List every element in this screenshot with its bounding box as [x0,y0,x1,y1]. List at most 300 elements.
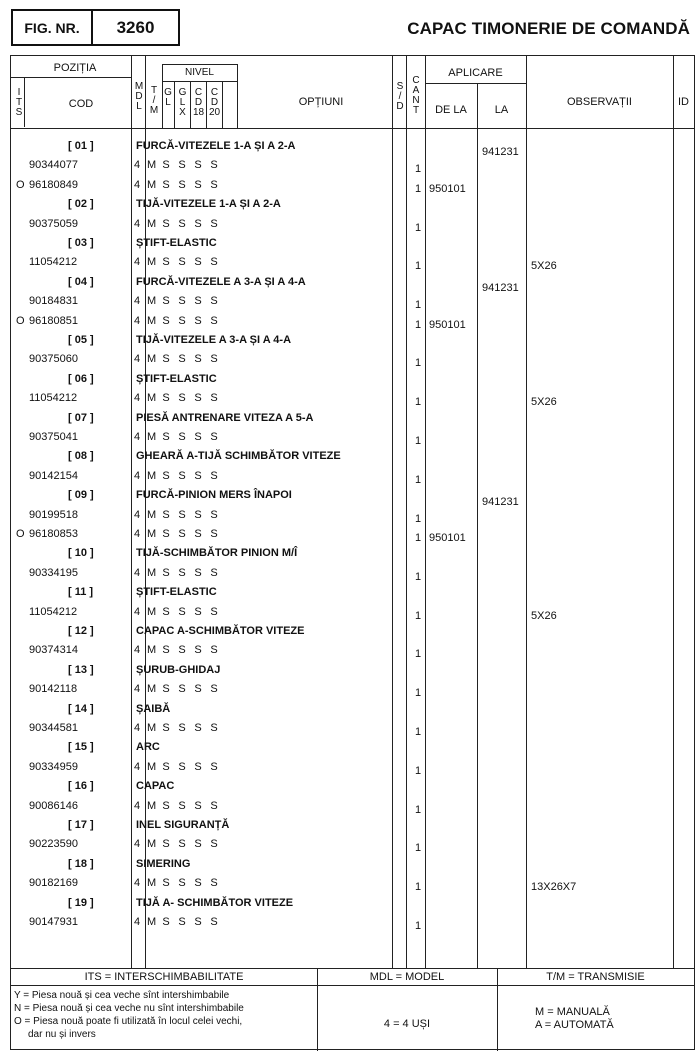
mdl-cell: 4 [134,877,141,890]
nivel-cell: S [194,566,202,579]
observation-cell: 13X26X7 [531,881,577,894]
position-number: [ 13 ] [68,663,94,676]
part-code: 90142154 [29,469,78,482]
footer-tm-legend: M = MANUALĂ A = AUTOMATĂ [535,1006,614,1031]
nivel-cell: S [178,353,186,366]
quantity-cell: 1 [415,881,422,894]
nivel-cell: S [162,605,170,618]
nivel-cell: S [162,431,170,443]
valid-from-cell: 950101 [429,532,466,544]
nivel-cell: S [178,508,186,521]
part-description: CAPAC [136,780,175,793]
nivel-cell: S [178,566,186,579]
part-group-header [11,370,694,389]
header-nivel-cd18: C D 18 [192,87,205,118]
position-number: [ 04 ] [68,275,94,288]
table-row [11,350,694,369]
position-number: [ 15 ] [68,741,94,754]
position-number: [ 02 ] [68,198,94,211]
quantity-cell: 1 [415,396,422,409]
mdl-cell: 4 [134,178,141,191]
tm-cell: M [147,431,157,443]
part-code: 96180851 [29,314,78,327]
table-row [11,467,694,486]
table-row [11,428,694,447]
part-code: 90182169 [29,877,78,890]
position-number: [ 11 ] [68,586,94,599]
part-description: PIESĂ ANTRENARE VITEZA A 5-A [136,411,314,424]
footer-tm-label: T/M = TRANSMISIE [546,971,645,983]
nivel-cell: S [210,916,218,928]
nivel-cell: S [210,605,218,618]
position-number: [ 17 ] [68,819,94,831]
its-cell: O [16,314,25,327]
nivel-cell: S [194,877,202,890]
mdl-cell: 4 [134,392,141,405]
part-group-header [11,816,694,835]
header-nivel-gl: G L [164,87,172,108]
mdl-cell: 4 [134,644,141,657]
part-code: 90375059 [29,217,78,230]
nivel-cell: S [210,644,218,657]
quantity-cell: 1 [415,357,422,370]
part-description: GHEARĂ A-TIJĂ SCHIMBĂTOR VITEZE [136,450,341,463]
nivel-cell: S [194,605,202,618]
nivel-cell: S [210,159,218,172]
nivel-cell: S [194,256,202,269]
part-description: FURCĂ-PINION MERS ÎNAPOI [136,489,292,502]
mdl-cell: 4 [134,159,141,172]
nivel-cell: S [178,178,186,191]
nivel-cell: S [194,392,202,405]
part-code: 90375060 [29,353,78,366]
part-code: 90334959 [29,760,78,773]
nivel-cell: S [210,683,218,696]
nivel-cell: S [162,469,170,482]
part-description: ȘAIBĂ [136,702,171,715]
part-description: TIJĂ-SCHIMBĂTOR PINION M/Î [136,547,298,560]
part-group-header [11,738,694,757]
footer-mdl-label: MDL = MODEL [369,971,445,983]
quantity-cell: 1 [415,648,422,661]
part-code: 90142118 [29,683,78,696]
nivel-cell: S [210,295,218,308]
quantity-cell: 1 [415,920,422,932]
nivel-cell: S [162,838,170,851]
nivel-cell: S [178,916,186,928]
part-description: ȘURUB-GHIDAJ [136,663,221,676]
figure-number: 3260 [116,17,155,37]
nivel-cell: S [194,469,202,482]
part-code: 90374314 [29,644,78,657]
nivel-cell: S [194,760,202,773]
mdl-cell: 4 [134,353,141,366]
part-group-header [11,700,694,719]
nivel-cell: S [178,605,186,618]
mdl-cell: 4 [134,605,141,618]
tm-cell: M [147,722,157,734]
figure-number-box [11,9,180,46]
nivel-cell: S [194,644,202,657]
parts-table [10,55,695,1050]
position-number: [ 19 ] [68,896,94,909]
nivel-cell: S [194,916,202,928]
part-description: TIJĂ-VITEZELE A 3-A ȘI A 4-A [136,334,292,346]
table-row [11,719,694,738]
quantity-cell: 1 [415,318,422,331]
part-group-header [11,583,694,602]
part-code: 90184831 [29,295,78,308]
nivel-cell: S [210,760,218,773]
quantity-cell: 1 [415,803,422,816]
nivel-cell: S [178,528,186,540]
position-number: [ 06 ] [68,372,94,385]
nivel-cell: S [178,722,186,734]
header-optiuni: OPȚIUNI [298,96,344,108]
nivel-cell: S [210,469,218,482]
position-number: [ 14 ] [68,702,94,715]
nivel-cell: S [210,431,218,443]
position-number: [ 12 ] [68,625,94,637]
valid-to-cell: 941231 [482,282,519,295]
observation-cell: 5X26 [531,396,557,409]
part-description: TIJĂ-VITEZELE 1-A ȘI A 2-A [136,198,281,211]
part-description: FURCĂ-VITEZELE A 3-A ȘI A 4-A [136,275,306,288]
header-nivel-cd20: C D 20 [208,87,221,118]
part-code: 90223590 [29,838,78,851]
mdl-cell: 4 [134,508,141,521]
part-group-header [11,855,694,874]
header-cant: C A N T [412,75,420,116]
tm-cell: M [147,760,157,773]
nivel-cell: S [162,295,170,308]
valid-from-cell: 950101 [429,182,466,195]
mdl-cell: 4 [134,295,141,308]
tm-cell: M [147,314,157,327]
part-group-header [11,622,694,641]
part-code: 90334195 [29,566,78,579]
table-row [11,641,694,660]
table-row [11,215,694,234]
quantity-cell: 1 [415,182,422,195]
part-group-header [11,544,694,563]
tm-cell: M [147,566,157,579]
part-description: CAPAC A-SCHIMBĂTOR VITEZE [136,625,305,637]
position-number: [ 16 ] [68,780,94,793]
part-group-header [11,661,694,680]
nivel-cell: S [162,683,170,696]
nivel-cell: S [162,877,170,890]
header-line [162,64,237,65]
header-its: I T S [15,87,23,118]
quantity-cell: 1 [415,221,422,234]
tm-cell: M [147,799,157,812]
footer-its-legend: Y = Piesa nouă și cea veche sînt intershimbabile N = Piesa nouă și cea veche nu sînt intershimbabile O = Piesa nouă poate fi utilizată în locul celei vechi, dar nu și invers [14,990,244,1040]
page-title: CAPAC TIMONERIE DE COMANDĂ [407,19,690,38]
valid-from-cell: 950101 [429,318,466,331]
nivel-cell: S [162,314,170,327]
header-id: ID [678,96,689,108]
tm-cell: M [147,877,157,890]
nivel-cell: S [210,877,218,890]
quantity-cell: 1 [415,532,422,544]
nivel-cell: S [194,217,202,230]
table-row [11,874,694,893]
part-description: INEL SIGURANȚĂ [136,819,230,831]
part-group-header [11,273,694,295]
nivel-cell: S [210,353,218,366]
table-row [11,253,694,272]
nivel-cell: S [210,838,218,851]
nivel-cell: S [162,528,170,540]
quantity-cell: 1 [415,260,422,273]
quantity-cell: 1 [415,726,422,738]
part-code: 96180849 [29,178,78,191]
quantity-cell: 1 [415,609,422,622]
tm-cell: M [147,217,157,230]
quantity-cell: 1 [415,570,422,583]
mdl-cell: 4 [134,799,141,812]
nivel-cell: S [210,528,218,540]
header-aplicare: APLICARE [448,67,503,79]
nivel-cell: S [194,799,202,812]
nivel-cell: S [178,159,186,172]
part-description: ȘTIFT-ELASTIC [136,237,217,249]
header-sd: S / D [396,81,404,112]
header-observatii: OBSERVAȚII [566,96,632,108]
table-row [11,312,694,331]
nivel-cell: S [162,760,170,773]
nivel-cell: S [162,217,170,230]
position-number: [ 03 ] [68,237,94,249]
nivel-cell: S [178,469,186,482]
nivel-cell: S [178,799,186,812]
nivel-cell: S [162,392,170,405]
tm-cell: M [147,838,157,851]
observation-cell: 5X26 [531,609,557,622]
tm-cell: M [147,295,157,308]
tm-cell: M [147,469,157,482]
part-group-header [11,447,694,466]
tm-cell: M [147,353,157,366]
nivel-cell: S [178,683,186,696]
quantity-cell: 1 [415,473,422,486]
table-row [11,564,694,583]
mdl-cell: 4 [134,916,141,928]
header-tm: T / M [149,85,159,116]
mdl-cell: 4 [134,760,141,773]
part-code: 90375041 [29,431,78,443]
col-line [222,81,223,128]
mdl-cell: 4 [134,838,141,851]
tm-cell: M [147,916,157,928]
mdl-cell: 4 [134,256,141,269]
part-group-header [11,137,694,159]
footer-mdl-value: 4 = 4 UȘI [383,1018,431,1030]
quantity-cell: 1 [415,163,422,176]
mdl-cell: 4 [134,469,141,482]
mdl-cell: 4 [134,683,141,696]
its-cell: O [16,528,25,540]
part-code: 11054212 [29,392,78,405]
nivel-cell: S [194,353,202,366]
nivel-cell: S [162,256,170,269]
position-number: [ 07 ] [68,411,94,424]
nivel-cell: S [210,799,218,812]
position-number: [ 10 ] [68,547,94,560]
nivel-cell: S [210,508,218,521]
part-description: SIMERING [136,857,191,870]
table-row [11,797,694,816]
part-group-header [11,234,694,253]
header-cod: COD [68,98,94,110]
nivel-cell: S [162,644,170,657]
nivel-cell: S [178,644,186,657]
part-group-header [11,331,694,350]
part-code: 90147931 [29,916,78,928]
quantity-cell: 1 [415,842,422,855]
footer-top-line [11,968,694,969]
nivel-cell: S [210,217,218,230]
part-group-header [11,894,694,913]
part-group-header [11,777,694,796]
part-description: ȘTIFT-ELASTIC [136,372,217,385]
header-line [11,77,131,78]
part-code: 90086146 [29,799,78,812]
header-nivel-glx: G L X [178,87,187,118]
header-nivel: NIVEL [185,67,214,78]
valid-to-cell: 941231 [482,495,519,508]
part-group-header [11,195,694,214]
nivel-cell: S [210,314,218,327]
nivel-cell: S [194,508,202,521]
nivel-cell: S [194,431,202,443]
nivel-cell: S [194,178,202,191]
part-code: 90199518 [29,508,78,521]
mdl-cell: 4 [134,217,141,230]
nivel-cell: S [178,760,186,773]
table-row [11,525,694,544]
table-row [11,603,694,622]
header-line [425,83,526,84]
nivel-cell: S [178,314,186,327]
nivel-cell: S [194,722,202,734]
nivel-cell: S [194,295,202,308]
table-row [11,176,694,195]
tm-cell: M [147,256,157,269]
nivel-cell: S [194,838,202,851]
header-mdl: M D L [134,81,144,112]
nivel-cell: S [210,566,218,579]
col-line [237,64,238,128]
position-number: [ 18 ] [68,857,94,870]
table-row [11,913,694,932]
table-row [11,758,694,777]
part-code: 90344077 [29,159,78,172]
tm-cell: M [147,644,157,657]
header-line [162,81,237,82]
nivel-cell: S [178,877,186,890]
position-number: [ 01 ] [68,140,94,152]
table-row [11,389,694,408]
nivel-cell: S [210,722,218,734]
quantity-cell: 1 [415,687,422,700]
tm-cell: M [147,392,157,405]
its-cell: O [16,178,25,191]
quantity-cell: 1 [415,764,422,777]
nivel-cell: S [162,159,170,172]
nivel-cell: S [162,722,170,734]
part-code: 96180853 [29,528,78,540]
nivel-cell: S [162,799,170,812]
nivel-cell: S [162,353,170,366]
tm-cell: M [147,605,157,618]
position-number: [ 05 ] [68,334,94,346]
nivel-cell: S [210,256,218,269]
quantity-cell: 1 [415,299,422,312]
part-description: ARC [136,741,160,754]
footer-its-label: ITS = INTERSCHIMBABILITATE [84,971,244,983]
nivel-cell: S [178,838,186,851]
mdl-cell: 4 [134,528,141,540]
tm-cell: M [147,683,157,696]
header-la: LA [494,104,509,116]
figure-label: FIG. NR. [13,11,93,44]
tm-cell: M [147,159,157,172]
part-code: 90344581 [29,722,78,734]
mdl-cell: 4 [134,431,141,443]
tm-cell: M [147,508,157,521]
nivel-cell: S [194,528,202,540]
nivel-cell: S [162,916,170,928]
nivel-cell: S [210,178,218,191]
position-number: [ 08 ] [68,450,94,463]
quantity-cell: 1 [415,512,422,525]
nivel-cell: S [194,159,202,172]
table-row [11,282,694,312]
part-description: ȘTIFT-ELASTIC [136,586,217,599]
nivel-cell: S [178,392,186,405]
position-number: [ 09 ] [68,489,94,502]
nivel-cell: S [194,314,202,327]
tm-cell: M [147,178,157,191]
header-pozitia: POZIȚIA [53,62,97,74]
mdl-cell: 4 [134,314,141,327]
nivel-cell: S [178,295,186,308]
nivel-cell: S [178,431,186,443]
nivel-cell: S [162,178,170,191]
tm-cell: M [147,528,157,540]
part-description: FURCĂ-VITEZELE 1-A ȘI A 2-A [136,140,296,152]
valid-to-cell: 941231 [482,146,519,159]
table-row [11,835,694,854]
nivel-cell: S [162,508,170,521]
table-row [11,680,694,699]
observation-cell: 5X26 [531,260,557,273]
quantity-cell: 1 [415,435,422,447]
nivel-cell: S [162,566,170,579]
footer-line [11,985,694,986]
nivel-cell: S [178,217,186,230]
part-code: 11054212 [29,605,78,618]
mdl-cell: 4 [134,722,141,734]
header-de-la: DE LA [435,104,467,116]
nivel-cell: S [194,683,202,696]
part-group-header [11,409,694,428]
mdl-cell: 4 [134,566,141,579]
header-bottom-line [11,128,694,129]
part-group-header [11,486,694,505]
